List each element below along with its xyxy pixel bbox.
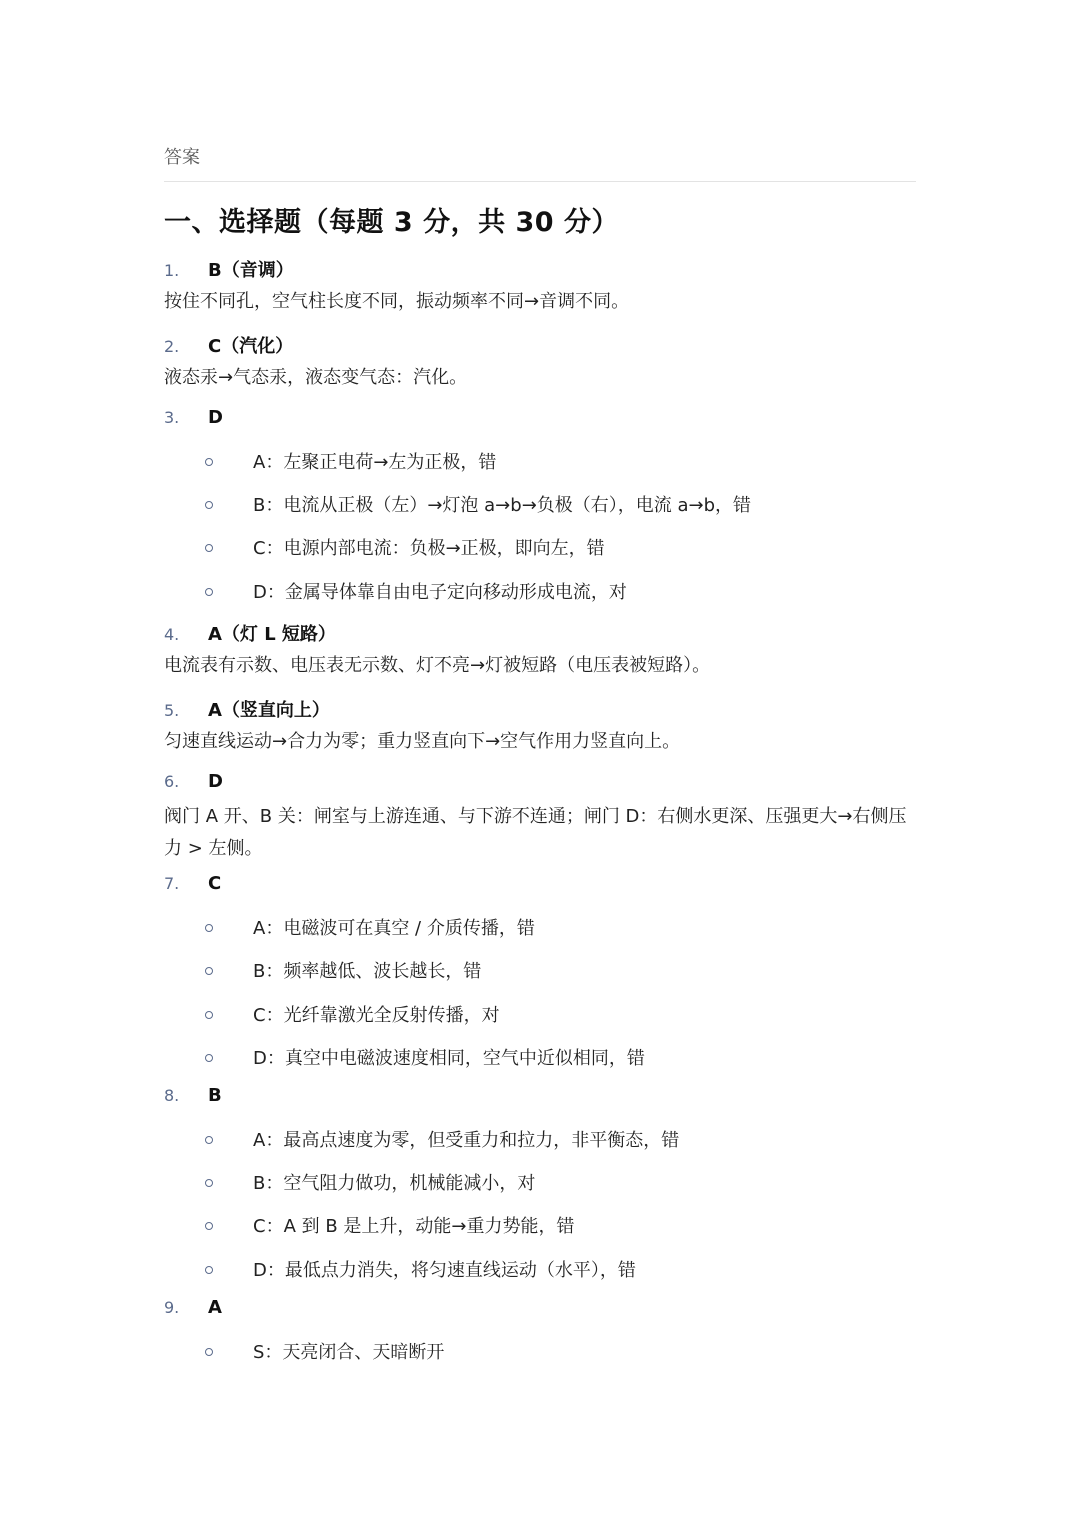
question-answer: A（灯 L 短路） — [208, 624, 336, 645]
bullet-circle-icon — [205, 501, 213, 509]
option-text: C：A 到 B 是上升，动能→重力势能，错 — [253, 1216, 575, 1237]
question-answer: B（音调） — [208, 260, 294, 281]
question-answer: A — [208, 1297, 222, 1318]
option-text: A：左聚正电荷→左为正极，错 — [253, 452, 497, 473]
option-text: C：光纤靠激光全反射传播，对 — [253, 1005, 500, 1026]
bullet-circle-icon — [205, 588, 213, 596]
question-answer: D — [208, 407, 223, 428]
section-title: 一、选择题（每题 3 分，共 30 分） — [164, 207, 619, 238]
option-text: B：电流从正极（左）→灯泡 a→b→负极（右），电流 a→b，错 — [253, 495, 752, 516]
question-answer: C — [208, 873, 222, 894]
bullet-circle-icon — [205, 1054, 213, 1062]
page-header: 答案 — [164, 143, 916, 182]
bullet-circle-icon — [205, 1266, 213, 1274]
question-number: 1. — [164, 261, 180, 280]
option-text: D：最低点力消失，将匀速直线运动（水平），错 — [253, 1260, 636, 1281]
bullet-circle-icon — [205, 1136, 213, 1144]
bullet-circle-icon — [205, 458, 213, 466]
option-text: B：频率越低、波长越长，错 — [253, 961, 482, 982]
option-text: B：空气阻力做功，机械能减小，对 — [253, 1173, 536, 1194]
question-number: 5. — [164, 701, 180, 720]
question-explanation: 液态汞→气态汞，液态变气态：汽化。 — [164, 367, 468, 388]
option-text: A：电磁波可在真空 / 介质传播，错 — [253, 918, 535, 939]
option-text: D：金属导体靠自由电子定向移动形成电流，对 — [253, 582, 627, 603]
option-bullet — [205, 489, 751, 519]
question-answer: A（竖直向上） — [208, 700, 330, 721]
bullet-circle-icon — [205, 1348, 213, 1356]
question-explanation: 匀速直线运动→合力为零；重力竖直向下→空气作用力竖直向上。 — [164, 731, 681, 752]
option-bullet — [205, 1254, 636, 1284]
question-number: 8. — [164, 1086, 180, 1105]
option-bullet — [205, 1124, 679, 1154]
question-answer: D — [208, 771, 223, 792]
question-explanation: 按住不同孔，空气柱长度不同，振动频率不同→音调不同。 — [164, 291, 630, 312]
question-number: 2. — [164, 337, 180, 356]
question-answer: C（汽化） — [208, 336, 294, 357]
question-1 — [164, 256, 916, 318]
bullet-circle-icon — [205, 1011, 213, 1019]
question-number: 6. — [164, 772, 180, 791]
question-number: 7. — [164, 874, 180, 893]
option-bullet — [205, 1167, 535, 1197]
question-4 — [164, 620, 916, 682]
question-3 — [164, 407, 916, 437]
question-number: 4. — [164, 625, 180, 644]
question-answer: B — [208, 1085, 222, 1106]
bullet-circle-icon — [205, 1222, 213, 1230]
bullet-circle-icon — [205, 1179, 213, 1187]
option-text: A：最高点速度为零，但受重力和拉力，非平衡态，错 — [253, 1130, 680, 1151]
option-bullet — [205, 1336, 444, 1366]
option-text: C：电源内部电流：负极→正极，即向左，错 — [253, 538, 605, 559]
option-text: S：天亮闭合、天暗断开 — [253, 1342, 445, 1363]
option-bullet — [205, 446, 496, 476]
question-5 — [164, 696, 916, 758]
question-explanation: 电流表有示数、电压表无示数、灯不亮→灯被短路（电压表被短路）。 — [164, 655, 711, 676]
option-bullet — [205, 1210, 574, 1240]
option-bullet — [205, 912, 535, 942]
bullet-circle-icon — [205, 967, 213, 975]
option-bullet — [205, 955, 481, 985]
bullet-circle-icon — [205, 544, 213, 552]
option-bullet — [205, 576, 627, 606]
question-9 — [164, 1297, 916, 1327]
question-2 — [164, 332, 916, 394]
question-number: 9. — [164, 1298, 180, 1317]
option-text: D：真空中电磁波速度相同，空气中近似相同，错 — [253, 1048, 645, 1069]
bullet-circle-icon — [205, 924, 213, 932]
question-7 — [164, 873, 916, 903]
question-number: 3. — [164, 408, 180, 427]
option-bullet — [205, 999, 500, 1029]
question-6 — [164, 771, 916, 865]
question-explanation: 阀门 A 开、B 关：闸室与上游连通、与下游不连通；闸门 D：右侧水更深、压强更大→右侧压力 > 左侧。 — [164, 806, 907, 859]
option-bullet — [205, 1042, 645, 1072]
option-bullet — [205, 532, 605, 562]
question-8 — [164, 1085, 916, 1115]
